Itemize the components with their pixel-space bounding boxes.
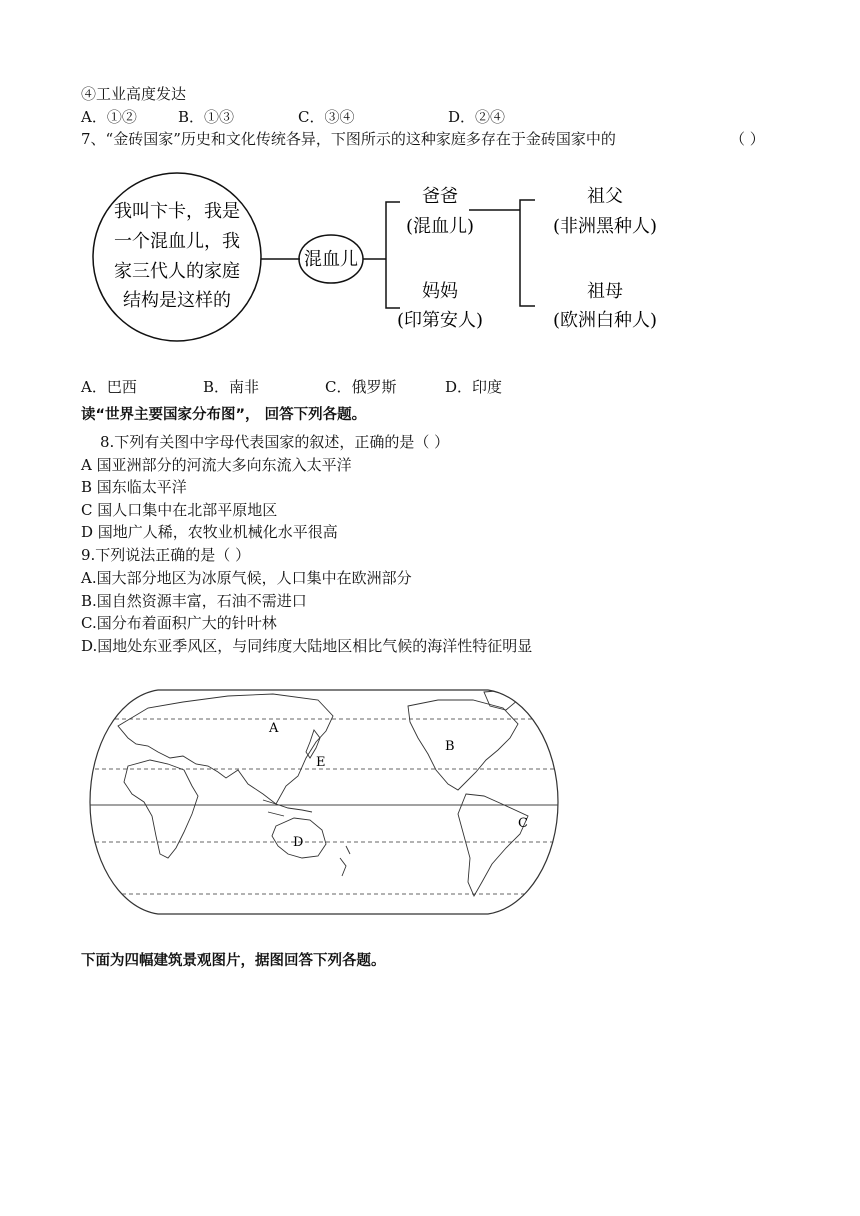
q8-option-d: D 国地广人稀，农牧业机械化水平很高 [81,523,338,541]
q9-option-d: D.国地处东亚季风区，与同纬度大陆地区相比气候的海洋性特征明显 [81,637,533,655]
q6-option-b: B．①③ [178,108,235,126]
q8-option-b: B 国东临太平洋 [81,478,187,496]
grandparents-bracket [520,200,535,306]
family-diagram [90,172,680,352]
q8-stem: 8.下列有关图中字母代表国家的叙述，正确的是（ ） [100,433,450,451]
grandfather-label: 祖父 [587,186,623,207]
map-label-c: C [518,816,528,831]
q9-stem: 9.下列说法正确的是（ ） [81,546,251,564]
q9-option-a: A.国大部分地区为冰原气候，人口集中在欧洲部分 [81,569,412,587]
landmass-indonesia [263,800,312,816]
map-label-e: E [316,755,326,770]
landmass-south-america [458,794,528,896]
q7-options [81,377,502,397]
bubble-line-3: 家三代人的家庭 [114,261,240,282]
q7-option-d: D．印度 [445,378,503,396]
q6-option-c: C．③④ [298,108,355,126]
map-label-b: B [445,739,455,754]
mother-label: 妈妈 [422,281,458,302]
self-label: 混血儿 [304,249,358,270]
q7-option-a: A．巴西 [81,378,137,396]
world-map [88,686,560,918]
father-label: 爸爸 [422,186,458,207]
bubble-line-2: 一个混血儿，我 [114,231,240,252]
landmass-north-america [408,700,518,790]
q6-item4: ④工业高度发达 [81,85,187,103]
bubble-line-1: 我叫卞卡，我是 [114,201,240,222]
map-label-d: D [293,835,304,850]
q6-options [81,107,505,127]
father-origin: (混血儿) [405,216,475,237]
speech-bubble [93,173,261,341]
grandmother-origin: (欧洲白种人) [552,310,658,331]
q9-option-b: B.国自然资源丰富，石油不需进口 [81,592,307,610]
q7-stem: 7、“金砖国家”历史和文化传统各异，下图所示的这种家庭多存在于金砖国家中的 [81,130,616,148]
buildings-section-intro: 下面为四幅建筑景观图片，据图回答下列各题。 [81,953,386,969]
map-section-intro: 读“世界主要国家分布图”， 回答下列各题。 [81,407,367,423]
map-frame [90,690,558,914]
landmass-new-zealand [340,846,350,876]
bubble-line-4: 结构是这样的 [123,290,231,311]
q6-option-a: A．①② [81,108,137,126]
parents-bracket [386,202,400,308]
landmass-africa [124,760,198,858]
q7-answer-blank: （ ） [730,130,765,148]
grandfather-origin: (非洲黑种人) [552,216,658,237]
mother-origin: (印第安人) [396,310,484,331]
landmass-eurasia [118,694,333,804]
q8-option-c: C 国人口集中在北部平原地区 [81,501,278,519]
grandmother-label: 祖母 [587,281,623,302]
q6-option-d: D．②④ [448,108,506,126]
q9-option-c: C.国分布着面积广大的针叶林 [81,614,277,632]
q7-option-c: C．俄罗斯 [325,378,397,396]
q7-option-b: B．南非 [203,378,260,396]
q8-option-a: A 国亚洲部分的河流大多向东流入太平洋 [81,456,352,474]
map-label-a: A [269,721,279,736]
